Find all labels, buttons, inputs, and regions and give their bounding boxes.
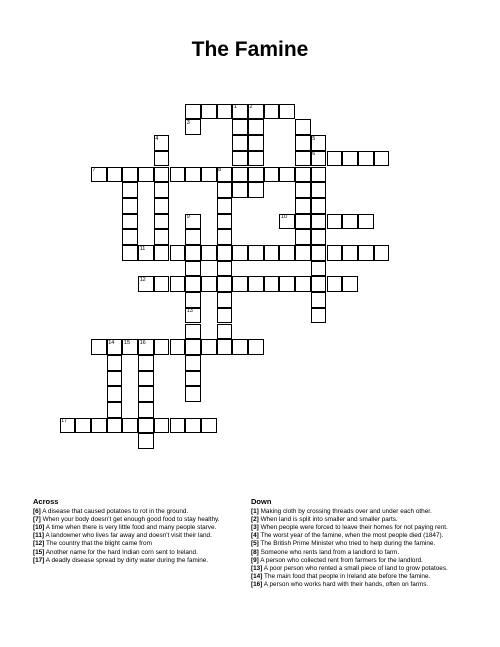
across-clue bbox=[33, 532, 238, 540]
clue-number: [7] bbox=[33, 516, 41, 524]
crossword-cell[interactable] bbox=[138, 386, 154, 402]
crossword-cell[interactable] bbox=[107, 402, 123, 418]
crossword-cell[interactable] bbox=[279, 104, 295, 120]
crossword-cell[interactable] bbox=[138, 402, 154, 418]
crossword-cell[interactable] bbox=[154, 151, 170, 167]
crossword-cell[interactable] bbox=[279, 245, 295, 261]
crossword-cell[interactable] bbox=[311, 292, 327, 308]
crossword-cell[interactable] bbox=[122, 167, 138, 183]
crossword-cell[interactable] bbox=[342, 245, 358, 261]
clue-number: [6] bbox=[33, 508, 41, 516]
crossword-cell[interactable] bbox=[217, 214, 233, 230]
cell-number: 16 bbox=[139, 339, 146, 346]
crossword-cell[interactable] bbox=[342, 276, 358, 292]
down-clue bbox=[251, 557, 473, 565]
crossword-cell[interactable] bbox=[217, 229, 233, 245]
crossword-cell[interactable] bbox=[185, 229, 201, 245]
down-clue-list bbox=[251, 508, 473, 589]
crossword-cell[interactable] bbox=[295, 182, 311, 198]
crossword-cell[interactable] bbox=[295, 198, 311, 214]
crossword-cell[interactable] bbox=[264, 104, 280, 120]
crossword-cell[interactable] bbox=[170, 418, 186, 434]
crossword-cell[interactable] bbox=[154, 167, 170, 183]
clue-number: [1] bbox=[251, 508, 259, 516]
crossword-cell[interactable] bbox=[107, 386, 123, 402]
crossword-cell[interactable] bbox=[248, 151, 264, 167]
cell-number: 9 bbox=[186, 214, 190, 221]
clue-text: A poor person who rented a small piece of land to grow potatoes. bbox=[262, 564, 448, 572]
down-clue bbox=[251, 581, 473, 589]
crossword-cell[interactable] bbox=[295, 151, 311, 167]
clue-text: A landowner who lives far away and doesn't visit their land. bbox=[44, 532, 212, 540]
cell-number: 12 bbox=[139, 276, 146, 283]
crossword-cell[interactable] bbox=[295, 276, 311, 292]
crossword-cell[interactable] bbox=[217, 261, 233, 277]
cell-number: 13 bbox=[186, 308, 193, 315]
crossword-cell[interactable] bbox=[75, 418, 91, 434]
crossword-cell[interactable] bbox=[170, 339, 186, 355]
crossword-cell[interactable] bbox=[122, 418, 138, 434]
cell-number: 15 bbox=[123, 339, 131, 346]
crossword-cell[interactable] bbox=[185, 245, 201, 261]
clue-text: Making cloth by crossing threads over and under each other. bbox=[258, 508, 432, 516]
crossword-cell[interactable] bbox=[217, 308, 233, 324]
crossword-cell[interactable] bbox=[107, 355, 123, 371]
crossword-cell[interactable] bbox=[311, 167, 327, 183]
across-clue-list bbox=[33, 508, 238, 565]
clue-number: [14] bbox=[251, 572, 263, 580]
crossword-cell[interactable] bbox=[201, 167, 217, 183]
crossword-cell[interactable] bbox=[264, 167, 280, 183]
crossword-cell[interactable] bbox=[248, 182, 264, 198]
clue-text: A time when there is very little food and many people starve. bbox=[44, 524, 217, 532]
clue-number: [11] bbox=[33, 532, 45, 540]
crossword-cell[interactable] bbox=[217, 198, 233, 214]
crossword-cell[interactable] bbox=[170, 245, 186, 261]
crossword-cell[interactable] bbox=[201, 245, 217, 261]
across-clue bbox=[33, 516, 238, 524]
crossword-cell[interactable] bbox=[327, 276, 343, 292]
clue-text: Someone who rents land from a landlord to farm. bbox=[258, 548, 400, 556]
crossword-cell[interactable] bbox=[201, 339, 217, 355]
crossword-cell[interactable] bbox=[311, 198, 327, 214]
crossword-cell[interactable] bbox=[185, 324, 201, 340]
crossword-cell[interactable] bbox=[311, 308, 327, 324]
crossword-cell[interactable] bbox=[201, 418, 217, 434]
crossword-cell[interactable] bbox=[327, 245, 343, 261]
across-clue bbox=[33, 524, 238, 532]
crossword-cell[interactable] bbox=[248, 276, 264, 292]
crossword-cell[interactable] bbox=[374, 245, 390, 261]
down-clue bbox=[251, 540, 473, 548]
crossword-cell[interactable] bbox=[138, 355, 154, 371]
clue-text: Another name for the hard Indian corn sent to Ireland. bbox=[44, 548, 198, 556]
crossword-cell[interactable] bbox=[122, 245, 138, 261]
crossword-cell[interactable] bbox=[122, 198, 138, 214]
across-clue bbox=[33, 549, 238, 557]
crossword-cell[interactable] bbox=[311, 229, 327, 245]
down-clue bbox=[251, 516, 473, 524]
crossword-cell[interactable] bbox=[358, 214, 374, 230]
crossword-cell[interactable] bbox=[295, 135, 311, 151]
across-clue bbox=[33, 540, 238, 548]
crossword-cell[interactable] bbox=[327, 151, 343, 167]
clue-text: The worst year of the famine, when the most people died (1847). bbox=[258, 532, 444, 540]
down-clue bbox=[251, 524, 473, 532]
clue-text: When land is split into smaller and smaller parts. bbox=[258, 516, 398, 524]
crossword-cell[interactable] bbox=[358, 151, 374, 167]
crossword-cell[interactable] bbox=[154, 198, 170, 214]
cell-number: 2 bbox=[249, 104, 253, 111]
crossword-cell[interactable] bbox=[185, 386, 201, 402]
cell-number: 10 bbox=[280, 214, 288, 221]
clue-text: The country that the blight came from bbox=[44, 540, 152, 548]
across-clue bbox=[33, 557, 238, 565]
clue-number: [12] bbox=[33, 540, 45, 548]
crossword-cell[interactable] bbox=[232, 276, 248, 292]
clue-number: [4] bbox=[251, 532, 259, 540]
clue-text: A person who collected rent from farmers for the landlord. bbox=[258, 556, 423, 564]
crossword-cell[interactable] bbox=[232, 245, 248, 261]
down-clues bbox=[251, 498, 473, 589]
crossword-cell[interactable] bbox=[279, 167, 295, 183]
crossword-cell[interactable] bbox=[107, 371, 123, 387]
crossword-cell[interactable] bbox=[170, 276, 186, 292]
cell-number: 5 bbox=[312, 135, 316, 142]
crossword-cell[interactable] bbox=[279, 276, 295, 292]
crossword-cell[interactable] bbox=[185, 261, 201, 277]
clue-text: The British Prime Minister who tried to help during the famine. bbox=[258, 540, 436, 548]
crossword-cell[interactable] bbox=[217, 324, 233, 340]
clue-number: [15] bbox=[33, 548, 45, 556]
crossword-cell[interactable] bbox=[185, 276, 201, 292]
crossword-cell[interactable] bbox=[154, 339, 170, 355]
clue-number: [8] bbox=[251, 548, 259, 556]
crossword-cell[interactable] bbox=[264, 245, 280, 261]
cell-number: 17 bbox=[61, 418, 68, 425]
crossword-cell[interactable] bbox=[295, 214, 311, 230]
crossword-cell[interactable] bbox=[311, 261, 327, 277]
crossword-cell[interactable] bbox=[311, 245, 327, 261]
crossword-cell[interactable] bbox=[91, 418, 107, 434]
crossword-cell[interactable] bbox=[201, 104, 217, 120]
cell-number: 8 bbox=[218, 167, 222, 173]
crossword-cell[interactable] bbox=[185, 104, 201, 120]
clue-text: When your body doesn't get enough good food to stay healthy. bbox=[40, 516, 220, 524]
crossword-cell[interactable] bbox=[154, 418, 170, 434]
crossword-cell[interactable] bbox=[185, 292, 201, 308]
crossword-cell[interactable] bbox=[311, 214, 327, 230]
crossword-cell[interactable] bbox=[232, 167, 248, 183]
crossword-cell[interactable] bbox=[138, 433, 154, 449]
clue-number: [3] bbox=[251, 524, 259, 532]
crossword-cell[interactable] bbox=[185, 355, 201, 371]
crossword-cell[interactable] bbox=[295, 167, 311, 183]
clue-text: A person who works hard with their hands, often on farms. bbox=[262, 580, 429, 588]
cell-number: 14 bbox=[108, 339, 115, 346]
crossword-cell[interactable] bbox=[232, 119, 248, 135]
crossword-cell[interactable] bbox=[154, 276, 170, 292]
crossword-cell[interactable] bbox=[138, 167, 154, 183]
crossword-cell[interactable] bbox=[342, 151, 358, 167]
clue-text: The main food that people in Ireland ate before the famine. bbox=[262, 572, 431, 580]
crossword-cell[interactable] bbox=[248, 245, 264, 261]
cell-number: 1 bbox=[233, 104, 237, 111]
crossword-cell[interactable] bbox=[232, 339, 248, 355]
crossword-cell[interactable] bbox=[170, 167, 186, 183]
page-title: The Famine bbox=[191, 38, 309, 61]
crossword-cell[interactable] bbox=[358, 245, 374, 261]
crossword-cell[interactable] bbox=[248, 135, 264, 151]
crossword-cell[interactable] bbox=[122, 214, 138, 230]
crossword-cell[interactable] bbox=[201, 276, 217, 292]
crossword-cell[interactable] bbox=[154, 245, 170, 261]
clue-number: [9] bbox=[251, 556, 259, 564]
crossword-cell[interactable] bbox=[248, 119, 264, 135]
cell-number: 4 bbox=[155, 135, 159, 142]
down-clue bbox=[251, 565, 473, 573]
crossword-cell[interactable] bbox=[154, 182, 170, 198]
clue-text: A disease that caused potatoes to rot in the ground. bbox=[40, 508, 189, 516]
down-clue bbox=[251, 532, 473, 540]
clue-text: A deadly disease spread by dirty water during the famine. bbox=[44, 556, 209, 564]
clue-text: When people were forced to leave their homes for not paying rent. bbox=[258, 524, 448, 532]
crossword-cell[interactable] bbox=[185, 371, 201, 387]
crossword-cell[interactable] bbox=[185, 339, 201, 355]
crossword-cell[interactable] bbox=[217, 339, 233, 355]
down-clue bbox=[251, 508, 473, 516]
across-clues bbox=[33, 498, 238, 565]
clue-number: [10] bbox=[33, 524, 45, 532]
down-clue bbox=[251, 549, 473, 557]
down-clue bbox=[251, 573, 473, 581]
crossword-cell[interactable] bbox=[185, 418, 201, 434]
crossword-cell[interactable] bbox=[248, 167, 264, 183]
clue-number: [16] bbox=[251, 580, 263, 588]
crossword-cell[interactable] bbox=[217, 182, 233, 198]
crossword-cell[interactable] bbox=[311, 182, 327, 198]
crossword-cell[interactable] bbox=[342, 214, 358, 230]
crossword-cell[interactable] bbox=[217, 292, 233, 308]
across-heading: Across bbox=[33, 497, 59, 506]
crossword-cell[interactable] bbox=[295, 245, 311, 261]
crossword-cell[interactable] bbox=[154, 214, 170, 230]
crossword-cell[interactable] bbox=[217, 245, 233, 261]
clue-number: [17] bbox=[33, 556, 45, 564]
crossword-cell[interactable] bbox=[217, 104, 233, 120]
cell-number: 7 bbox=[92, 167, 96, 173]
crossword-cell[interactable] bbox=[122, 182, 138, 198]
crossword-cell[interactable] bbox=[327, 214, 343, 230]
crossword-cell[interactable] bbox=[295, 119, 311, 135]
crossword-cell[interactable] bbox=[264, 276, 280, 292]
clue-number: [2] bbox=[251, 516, 259, 524]
crossword-cell[interactable] bbox=[138, 418, 154, 434]
crossword-cell[interactable] bbox=[232, 135, 248, 151]
cell-number: 3 bbox=[186, 119, 190, 126]
down-heading: Down bbox=[251, 497, 272, 506]
cell-number: 11 bbox=[139, 245, 146, 252]
crossword-cell[interactable] bbox=[107, 167, 123, 183]
crossword-cell[interactable] bbox=[122, 229, 138, 245]
clue-number: [13] bbox=[251, 564, 263, 572]
across-clue bbox=[33, 508, 238, 516]
crossword-cell[interactable] bbox=[232, 151, 248, 167]
cell-number: 6 bbox=[312, 151, 316, 158]
crossword-cell[interactable] bbox=[91, 339, 107, 355]
crossword-cell[interactable] bbox=[374, 151, 390, 167]
crossword-cell[interactable] bbox=[107, 418, 123, 434]
crossword-cell[interactable] bbox=[232, 182, 248, 198]
crossword-cell[interactable] bbox=[154, 229, 170, 245]
crossword-cell[interactable] bbox=[311, 276, 327, 292]
crossword-cell[interactable] bbox=[217, 276, 233, 292]
crossword-cell[interactable] bbox=[138, 371, 154, 387]
crossword-cell[interactable] bbox=[295, 229, 311, 245]
clue-number: [5] bbox=[251, 540, 259, 548]
crossword-cell[interactable] bbox=[248, 339, 264, 355]
crossword-cell[interactable] bbox=[185, 167, 201, 183]
